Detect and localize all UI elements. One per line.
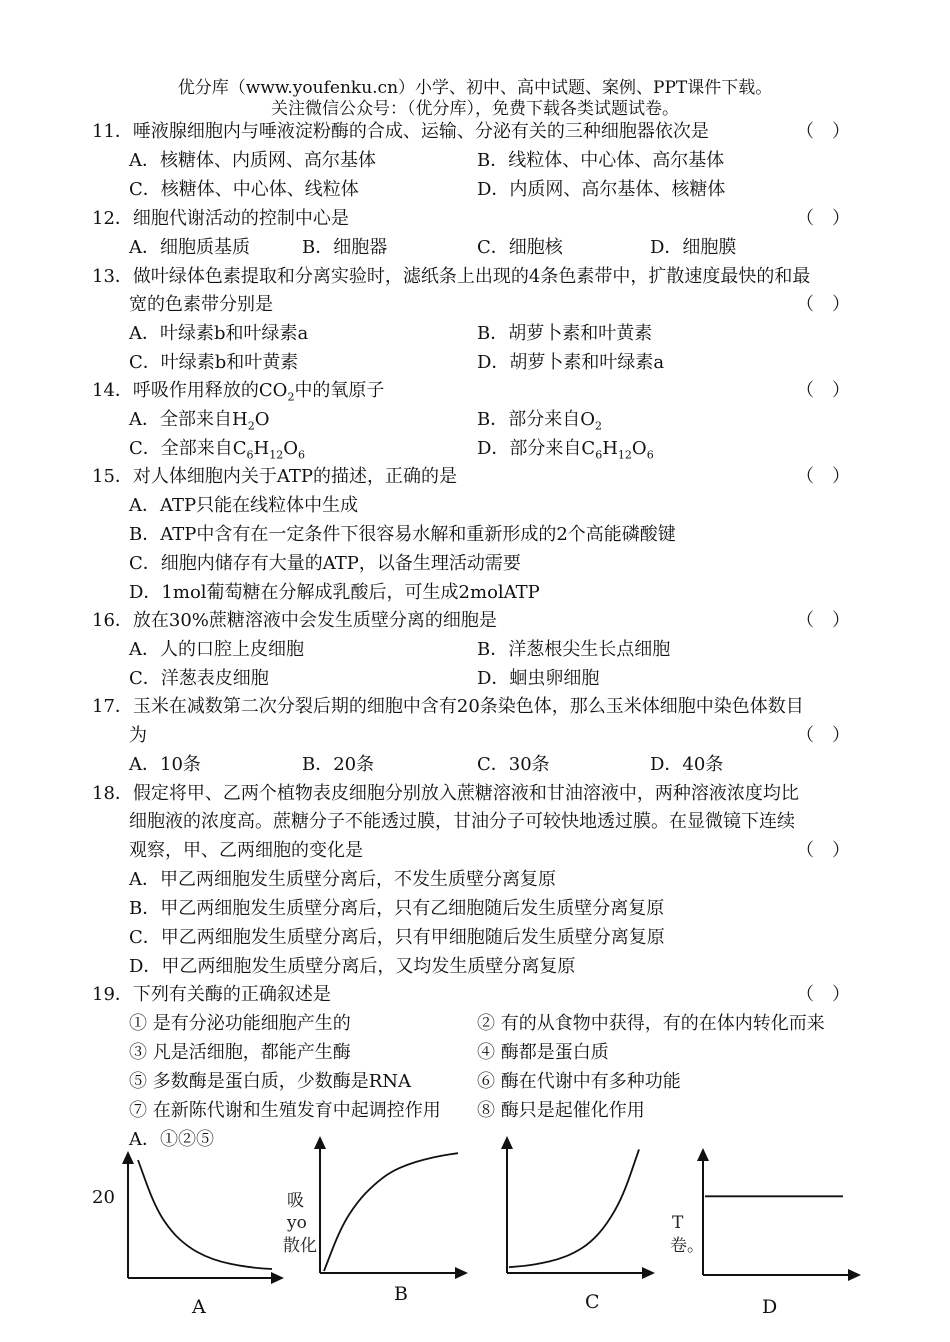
q19-statement-3: ③ 凡是活细胞，都能产生酶 bbox=[129, 1042, 351, 1063]
q12-stem: 12．细胞代谢活动的控制中心是 bbox=[92, 208, 349, 229]
q12-option-b: B．细胞器 bbox=[302, 237, 388, 258]
graph-c-label: C bbox=[585, 1291, 600, 1313]
q18-answer-blank: （ ） bbox=[796, 840, 850, 861]
graph-d-x-arrow bbox=[848, 1269, 861, 1281]
q11-option-a: A．核糖体、内质网、高尔基体 bbox=[129, 150, 376, 171]
q14-a-text: A．全部来自H bbox=[129, 409, 248, 430]
q14-a-sub: 2 bbox=[247, 419, 255, 433]
q18-option-b: B．甲乙两细胞发生质壁分离后，只有乙细胞随后发生质壁分离复原 bbox=[129, 898, 665, 919]
graph-b-y-arrow bbox=[314, 1136, 326, 1149]
q14-option-a bbox=[129, 408, 269, 432]
q18-stem-line3: 观察，甲、乙两细胞的变化是 bbox=[129, 840, 363, 861]
q17-stem-line2: 为 bbox=[129, 725, 147, 746]
graph-c-x-arrow bbox=[642, 1267, 655, 1279]
graph-d-y-arrow bbox=[697, 1148, 709, 1161]
q15-option-c: C．细胞内储存有大量的ATP，以备生理活动需要 bbox=[129, 553, 521, 574]
q14-c-sub1: 6 bbox=[246, 448, 254, 462]
q13-option-a: A．叶绿素b和叶绿素a bbox=[129, 323, 309, 344]
q11-option-c: C．核糖体、中心体、线粒体 bbox=[129, 179, 359, 200]
q14-c-text: C．全部来自C bbox=[129, 438, 247, 459]
q14-d-h: H bbox=[602, 438, 618, 459]
q17-option-c: C．30条 bbox=[477, 754, 550, 775]
q11-answer-blank: （ ） bbox=[796, 121, 850, 142]
q16-option-a: A．人的口腔上皮细胞 bbox=[129, 639, 304, 660]
q12-option-a: A．细胞质基质 bbox=[129, 237, 250, 258]
q14-b-sub: 2 bbox=[594, 419, 602, 433]
graph-a-label: A bbox=[192, 1296, 206, 1318]
graph-c-y-arrow bbox=[501, 1136, 513, 1149]
q12-option-d: D．细胞膜 bbox=[650, 237, 737, 258]
q16-option-b: B．洋葱根尖生长点细胞 bbox=[477, 639, 671, 660]
graph-a-x-arrow bbox=[271, 1272, 284, 1284]
graph-b-curve bbox=[324, 1153, 458, 1271]
q19-option-a: A．①②⑤ bbox=[129, 1129, 214, 1150]
q15-option-b: B．ATP中含有在一定条件下很容易水解和重新形成的2个高能磷酸键 bbox=[129, 524, 676, 545]
q14-option-b bbox=[477, 408, 602, 432]
q16-option-d: D．蛔虫卵细胞 bbox=[477, 668, 600, 689]
q18-stem-line1: 18．假定将甲、乙两个植物表皮细胞分别放入蔗糖溶液和甘油溶液中，两种溶液浓度均比 bbox=[92, 783, 799, 804]
q15-option-d: D．1mol葡萄糖在分解成乳酸后，可生成2molATP bbox=[129, 582, 540, 603]
q14-d-sub2: 12 bbox=[617, 448, 632, 462]
q18-stem-line2: 细胞液的浓度高。蔗糖分子不能透过膜，甘油分子可较快地透过膜。在显微镜下连续 bbox=[129, 811, 795, 832]
q14-c-sub3: 6 bbox=[298, 448, 306, 462]
q14-d-text: D．部分来自C bbox=[477, 438, 596, 459]
q19-statement-5: ⑤ 多数酶是蛋白质，少数酶是RNA bbox=[129, 1071, 412, 1092]
graph-a bbox=[112, 1148, 290, 1286]
q20-fragment-5: 卷。 bbox=[670, 1236, 704, 1256]
graph-c bbox=[487, 1133, 662, 1281]
q13-stem-line1: 13．做叶绿体色素提取和分离实验时，滤纸条上出现的4条色素带中，扩散速度最快的和最 bbox=[92, 266, 811, 287]
q13-option-d: D．胡萝卜素和叶绿素a bbox=[477, 352, 665, 373]
q19-statement-8: ⑧ 酶只是起催化作用 bbox=[477, 1100, 645, 1121]
q14-d-sub1: 6 bbox=[595, 448, 603, 462]
q14-a-text-end: O bbox=[254, 409, 270, 430]
q14-c-sub2: 12 bbox=[269, 448, 284, 462]
q19-statement-1: ① 是有分泌功能细胞产生的 bbox=[129, 1013, 351, 1034]
q19-answer-blank: （ ） bbox=[796, 984, 850, 1005]
q14-stem-text-end: 中的氧原子 bbox=[294, 380, 385, 401]
q15-stem: 15．对人体细胞内关于ATP的描述，正确的是 bbox=[92, 466, 458, 487]
q15-answer-blank: （ ） bbox=[796, 466, 850, 487]
q19-statement-2: ② 有的从食物中获得，有的在体内转化而来 bbox=[477, 1013, 825, 1034]
header-line-2: 关注微信公众号：（优分库），免费下载各类试题试卷。 bbox=[271, 99, 679, 119]
q13-option-c: C．叶绿素b和叶黄素 bbox=[129, 352, 299, 373]
q20-fragment-1: 吸 bbox=[287, 1191, 304, 1211]
q19-statement-7: ⑦ 在新陈代谢和生殖发育中起调控作用 bbox=[129, 1100, 441, 1121]
q14-b-text: B．部分来自O bbox=[477, 409, 595, 430]
q18-option-c: C．甲乙两细胞发生质壁分离后，只有甲细胞随后发生质壁分离复原 bbox=[129, 927, 665, 948]
q17-option-a: A．10条 bbox=[129, 754, 201, 775]
q20-fragment-3: 散化 bbox=[283, 1236, 317, 1256]
q14-option-d bbox=[477, 437, 654, 461]
q16-stem: 16．放在30%蔗糖溶液中会发生质壁分离的细胞是 bbox=[92, 610, 497, 631]
graph-a-y-arrow bbox=[122, 1151, 134, 1164]
q13-stem-line2: 宽的色素带分别是 bbox=[129, 294, 273, 315]
q11-option-b: B．线粒体、中心体、高尔基体 bbox=[477, 150, 725, 171]
q14-stem bbox=[92, 379, 384, 403]
q17-option-b: B．20条 bbox=[302, 754, 375, 775]
q18-option-d: D．甲乙两细胞发生质壁分离后，又均发生质壁分离复原 bbox=[129, 956, 576, 977]
q17-answer-blank: （ ） bbox=[796, 725, 850, 746]
graph-b bbox=[300, 1133, 475, 1281]
q14-d-sub3: 6 bbox=[646, 448, 654, 462]
graph-d-label: D bbox=[762, 1296, 778, 1318]
q11-stem: 11．唾液腺细胞内与唾液淀粉酶的合成、运输、分泌有关的三种细胞器依次是 bbox=[92, 121, 709, 142]
q12-answer-blank: （ ） bbox=[796, 208, 850, 229]
q15-option-a: A．ATP只能在线粒体中生成 bbox=[129, 495, 359, 516]
q14-option-c bbox=[129, 437, 305, 461]
graph-b-label: B bbox=[394, 1283, 408, 1305]
q14-d-o: O bbox=[631, 438, 647, 459]
q14-stem-text: 14．呼吸作用释放的CO bbox=[92, 380, 288, 401]
q19-stem: 19．下列有关酶的正确叙述是 bbox=[92, 984, 331, 1005]
q12-option-c: C．细胞核 bbox=[477, 237, 563, 258]
q14-c-o: O bbox=[283, 438, 299, 459]
q20-fragment-2: yo bbox=[287, 1213, 307, 1233]
q13-option-b: B．胡萝卜素和叶黄素 bbox=[477, 323, 653, 344]
q11-option-d: D．内质网、高尔基体、核糖体 bbox=[477, 179, 726, 200]
q18-option-a: A．甲乙两细胞发生质壁分离后，不发生质壁分离复原 bbox=[129, 869, 556, 890]
q14-c-h: H bbox=[253, 438, 270, 459]
q14-stem-subscript: 2 bbox=[287, 390, 295, 404]
q20-number: 20 bbox=[92, 1187, 115, 1208]
q17-option-d: D．40条 bbox=[650, 754, 724, 775]
q19-statement-4: ④ 酶都是蛋白质 bbox=[477, 1042, 609, 1063]
q20-fragment-4: T bbox=[672, 1213, 684, 1233]
q17-stem-line1: 17．玉米在减数第二次分裂后期的细胞中含有20条染色体，那么玉米体细胞中染色体数目 bbox=[92, 696, 804, 717]
graph-c-curve bbox=[509, 1149, 639, 1267]
q13-answer-blank: （ ） bbox=[796, 294, 850, 315]
q14-answer-blank: （ ） bbox=[796, 380, 850, 401]
q16-option-c: C．洋葱表皮细胞 bbox=[129, 668, 269, 689]
q16-answer-blank: （ ） bbox=[796, 610, 850, 631]
graph-d bbox=[683, 1145, 868, 1285]
graph-a-curve bbox=[138, 1160, 272, 1269]
q19-statement-6: ⑥ 酶在代谢中有多种功能 bbox=[477, 1071, 681, 1092]
graph-b-x-arrow bbox=[455, 1267, 468, 1279]
header-line-1: 优分库（www.youfenku.cn）小学、初中、高中试题、案例、PPT课件下载。 bbox=[177, 78, 773, 98]
